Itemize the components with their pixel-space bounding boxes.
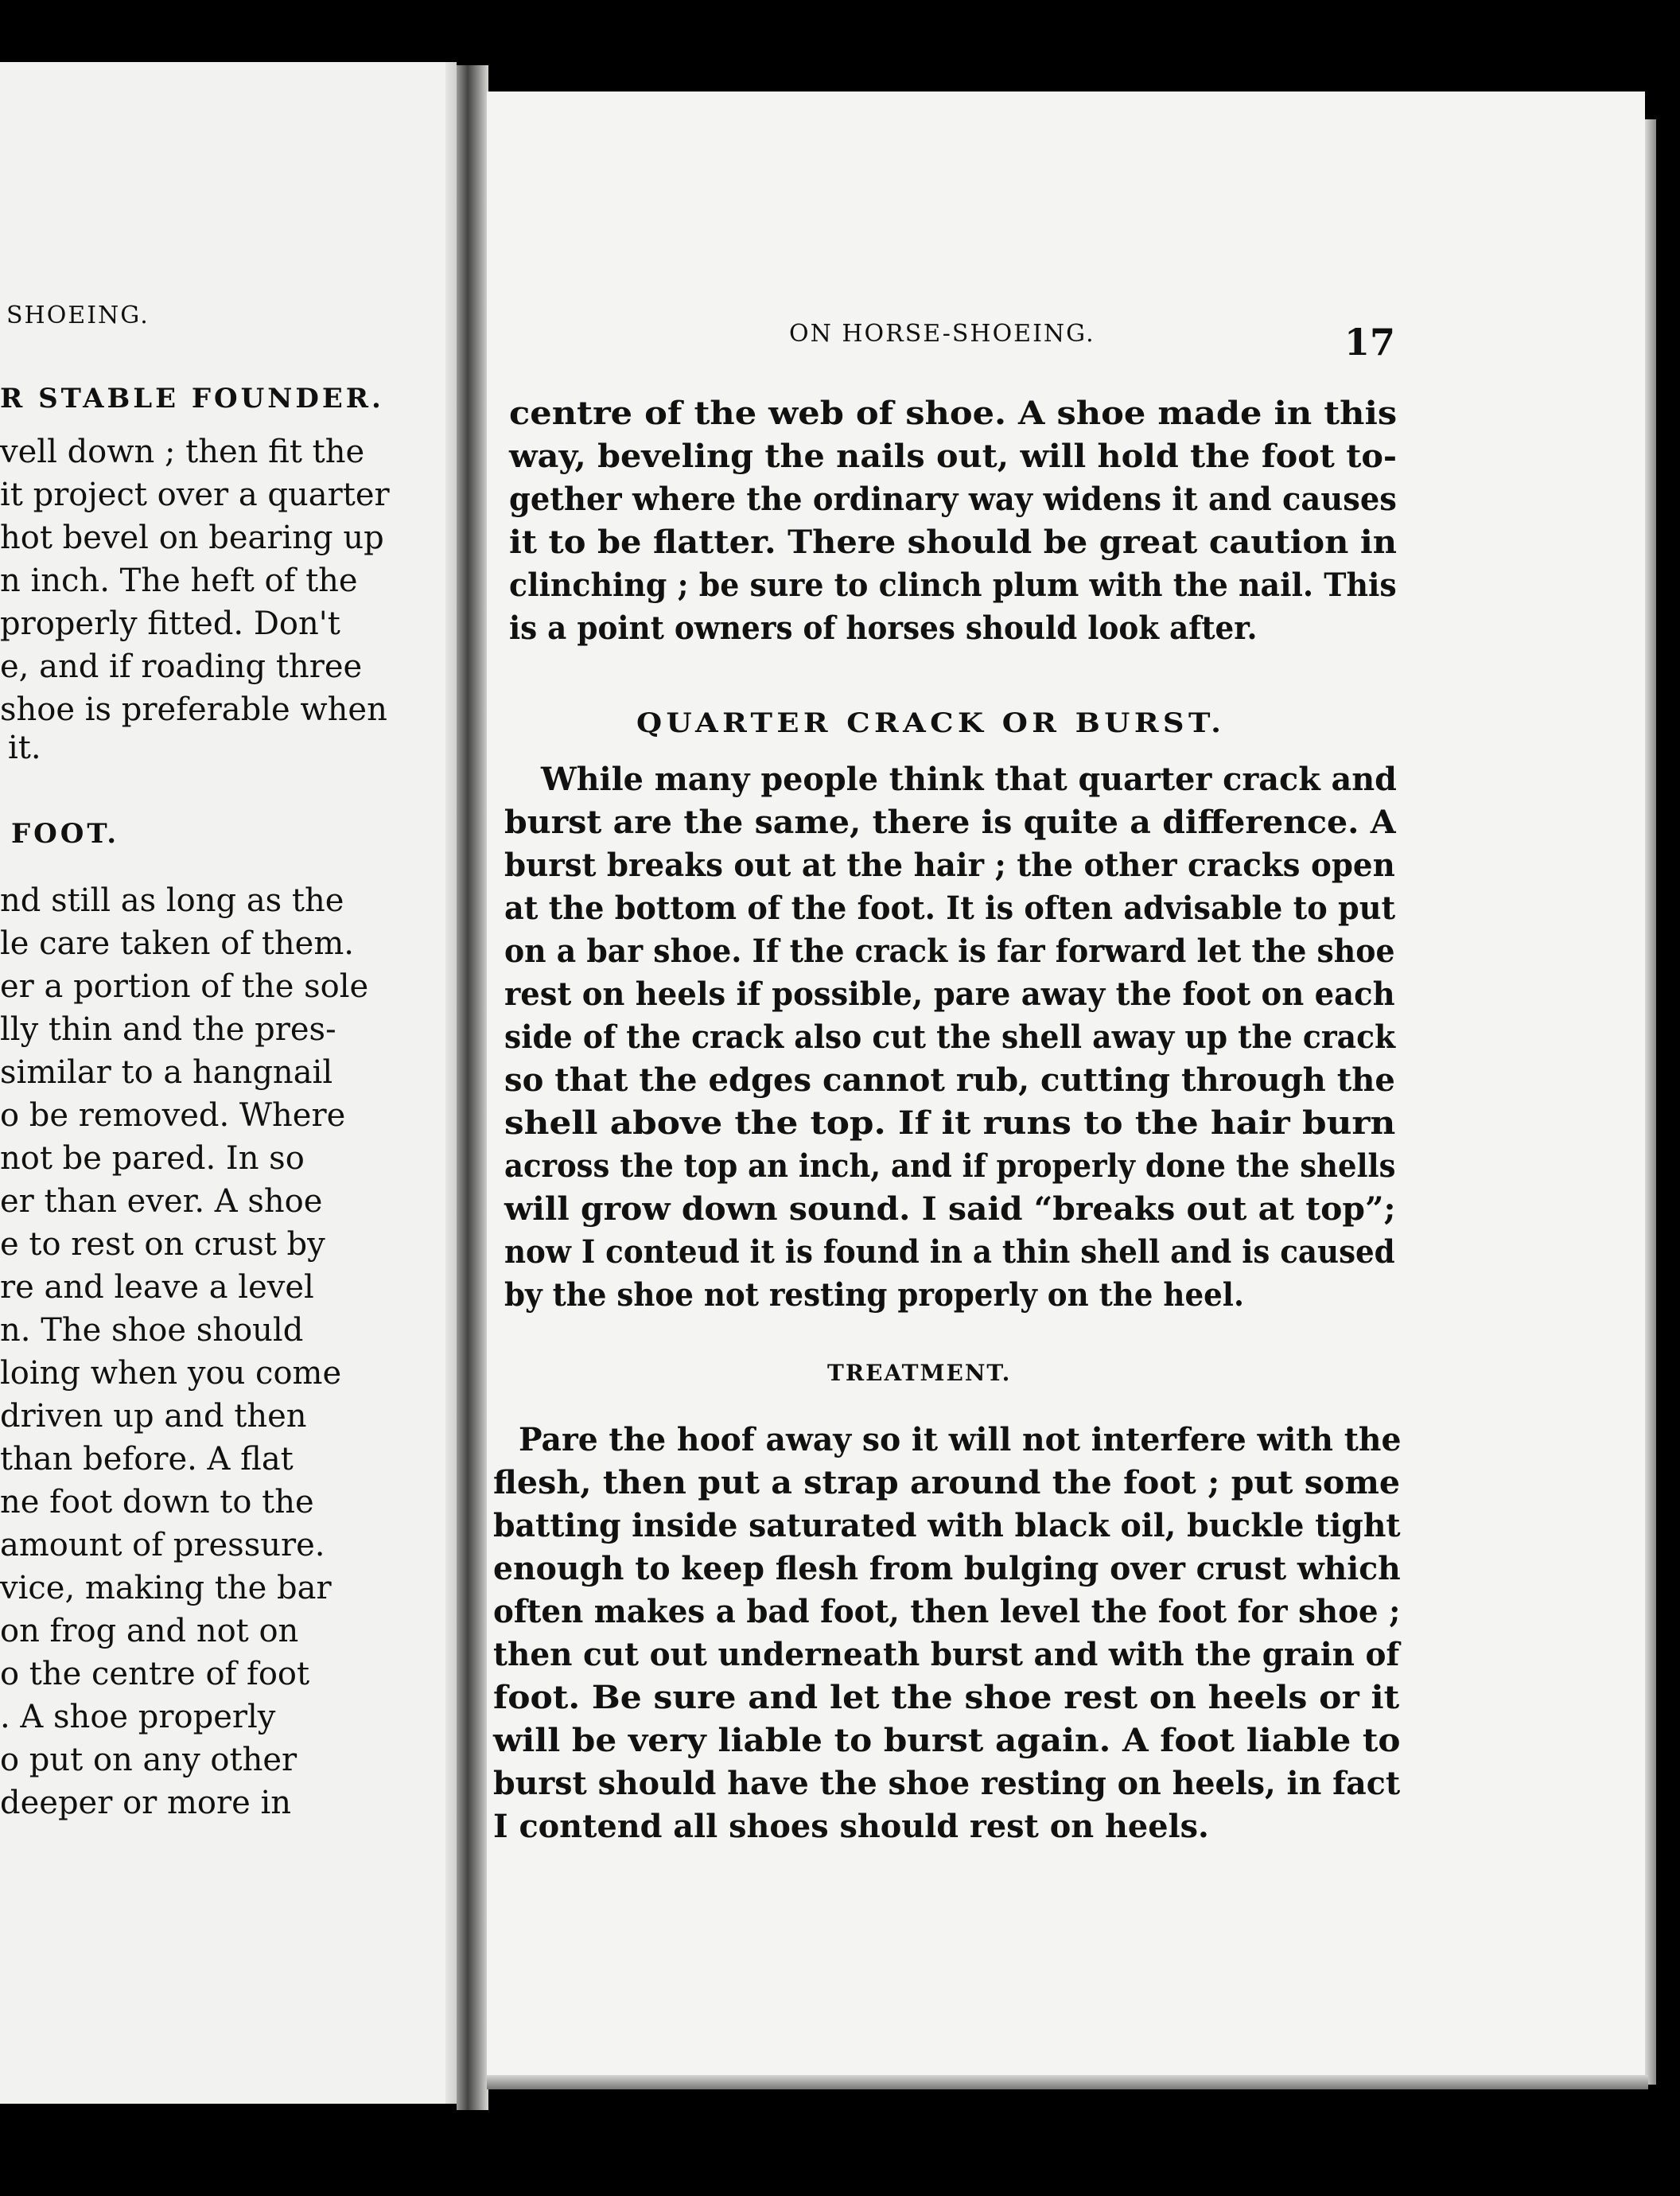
left-line: o put on any other [0, 1742, 298, 1778]
body-line: clinching ; be sure to clinch plum with the nail. This [509, 567, 1397, 604]
body-line: is a point owners of horses should look after. [509, 609, 1258, 647]
left-line: o the centre of foot [0, 1656, 310, 1692]
left-line: loing when you come [0, 1355, 342, 1392]
body-line: will grow down sound. I said “breaks out at top”; [504, 1190, 1396, 1228]
left-line: than before. A flat [0, 1441, 294, 1478]
left-line: vice, making the bar [0, 1570, 332, 1606]
body-line: batting inside saturated with black oil, buckle tight [493, 1507, 1401, 1544]
body-line: burst breaks out at the hair ; the other cracks open [504, 847, 1395, 884]
left-line: n inch. The heft of the [0, 563, 358, 599]
body-line: I contend all shoes should rest on heels. [493, 1808, 1209, 1845]
body-line: Pare the hoof away so it will not interfere with the [519, 1421, 1402, 1458]
left-line: vell down ; then fit the [0, 434, 365, 470]
page-bottom-edge [487, 2075, 1648, 2089]
body-line: shell above the top. If it runs to the hair burn [504, 1104, 1396, 1142]
left-line: er than ever. A shoe [0, 1183, 323, 1220]
page-number: 17 [1344, 321, 1396, 364]
left-line: . A shoe properly [0, 1699, 276, 1735]
running-header: ON HORSE-SHOEING. [789, 320, 1095, 348]
body-line: so that the edges cannot rub, cutting through the [504, 1061, 1395, 1099]
left-line: properly fitted. Don't [0, 605, 340, 642]
left-page [0, 62, 452, 2104]
body-line: it to be flatter. There should be great caution in [509, 524, 1397, 561]
page-edge-shadow [445, 62, 457, 2104]
body-line: on a bar shoe. If the crack is far forward let the shoe [504, 933, 1395, 970]
body-line: burst should have the shoe resting on heels, in fact [493, 1765, 1401, 1802]
body-line: rest on heels if possible, pare away the foot on each [504, 975, 1395, 1013]
body-line: flesh, then put a strap around the foot ; put some [493, 1464, 1401, 1501]
left-line: shoe is preferable when [0, 691, 387, 728]
left-line: le care taken of them. [0, 925, 354, 962]
left-line: e to rest on crust by [0, 1226, 325, 1263]
left-line: not be pared. In so [0, 1140, 305, 1177]
body-line: gether where the ordinary way widens it and causes [509, 481, 1397, 518]
body-line: centre of the web of shoe. A shoe made in this [509, 395, 1398, 432]
left-section-heading-2: FOOT. [11, 818, 120, 850]
body-line: often makes a bad foot, then level the foot for shoe ; [493, 1593, 1401, 1630]
left-line: it project over a quarter [0, 477, 390, 513]
left-line: on frog and not on [0, 1613, 299, 1649]
body-line: at the bottom of the foot. It is often advisable to put [504, 890, 1396, 927]
left-line: amount of pressure. [0, 1527, 325, 1563]
left-line: it. [8, 730, 41, 766]
left-line: nd still as long as the [0, 882, 344, 919]
left-line: driven up and then [0, 1398, 307, 1435]
right-page [487, 92, 1645, 2085]
left-section-heading: R STABLE FOUNDER. [0, 383, 384, 415]
body-line: by the shoe not resting properly on the heel. [504, 1276, 1244, 1314]
left-line: e, and if roading three [0, 648, 363, 685]
left-running-header: SHOEING. [6, 302, 150, 329]
left-line: hot bevel on bearing up [0, 520, 384, 556]
body-line: enough to keep flesh from bulging over crust which [493, 1550, 1401, 1587]
body-line: While many people think that quarter crack and [541, 761, 1397, 798]
section-heading: QUARTER CRACK OR BURST. [636, 707, 1226, 739]
left-line: er a portion of the sole [0, 968, 369, 1005]
left-line: re and leave a level [0, 1269, 314, 1306]
left-line: n. The shoe should [0, 1312, 304, 1349]
body-line: across the top an inch, and if properly done the shells [504, 1147, 1396, 1185]
body-line: will be very liable to burst again. A foot liable to [493, 1722, 1401, 1759]
body-line: now I conteud it is found in a thin shell and is caused [504, 1233, 1395, 1271]
body-line: side of the crack also cut the shell away up the crack [504, 1018, 1396, 1056]
treatment-subheading: TREATMENT. [827, 1360, 1012, 1386]
book-gutter [457, 65, 488, 2110]
body-line: way, beveling the nails out, will hold the foot to- [509, 438, 1398, 475]
left-line: ne foot down to the [0, 1484, 314, 1520]
left-line: o be removed. Where [0, 1097, 346, 1134]
left-line: similar to a hangnail [0, 1054, 333, 1091]
left-line: lly thin and the pres- [0, 1011, 336, 1048]
body-line: foot. Be sure and let the shoe rest on heels or it [493, 1679, 1400, 1716]
page-edge [1645, 119, 1656, 2085]
body-line: then cut out underneath burst and with the grain of [493, 1636, 1400, 1673]
body-line: burst are the same, there is quite a difference. A [504, 804, 1396, 841]
left-line: deeper or more in [0, 1785, 292, 1821]
